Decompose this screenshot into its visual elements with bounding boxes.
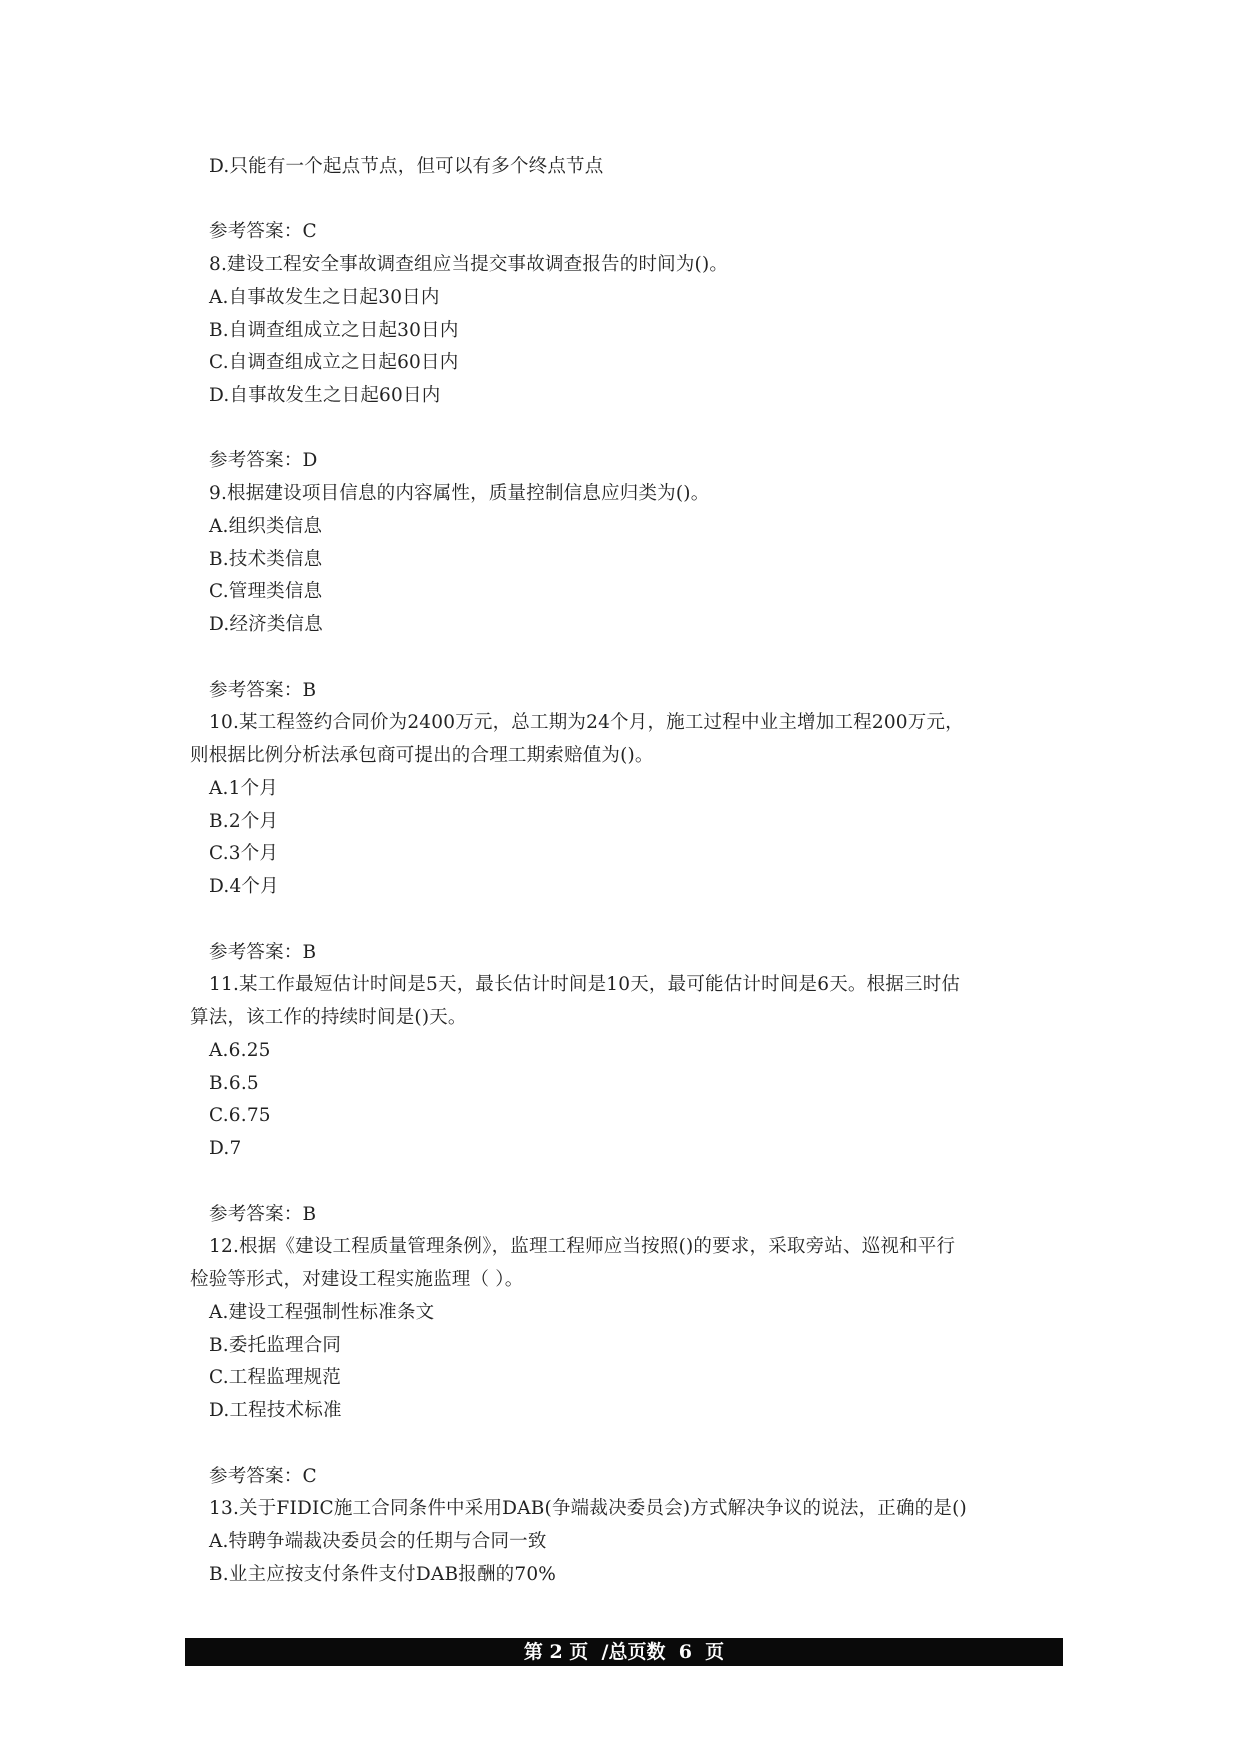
reference-answer: 参考答案：C bbox=[209, 1466, 317, 1487]
option-c: C.6.75 bbox=[209, 1105, 271, 1126]
option-a: A.1个月 bbox=[209, 778, 279, 799]
page-footer-bar bbox=[185, 1638, 1063, 1666]
reference-answer: 参考答案：D bbox=[209, 450, 318, 471]
option-d: D.4个月 bbox=[209, 876, 279, 897]
option-b: B.2个月 bbox=[209, 811, 279, 832]
option-d: D.7 bbox=[209, 1138, 242, 1159]
option-a: A.特聘争端裁决委员会的任期与合同一致 bbox=[209, 1531, 547, 1552]
option-b: B.自调查组成立之日起30日内 bbox=[209, 320, 459, 341]
option-a: A.6.25 bbox=[209, 1040, 271, 1061]
reference-answer: 参考答案：B bbox=[209, 1204, 317, 1225]
option-d: D.工程技术标准 bbox=[209, 1400, 342, 1421]
option-b: B.委托监理合同 bbox=[209, 1335, 342, 1356]
option-b: B.6.5 bbox=[209, 1073, 259, 1094]
option-c: C.管理类信息 bbox=[209, 581, 323, 602]
question-11-continued: 算法，该工作的持续时间是()天。 bbox=[190, 1007, 467, 1028]
option-a: A.组织类信息 bbox=[209, 516, 323, 537]
question-12: 12.根据《建设工程质量管理条例》，监理工程师应当按照()的要求，采取旁站、巡视和平行 bbox=[209, 1236, 956, 1257]
option-c: C.自调查组成立之日起60日内 bbox=[209, 352, 459, 373]
page-number-label: 第 2 页 /总页数 6 页 bbox=[523, 1641, 725, 1663]
question-11: 11.某工作最短估计时间是5天，最长估计时间是10天，最可能估计时间是6天。根据三时估 bbox=[209, 974, 961, 995]
option-a: A.建设工程强制性标准条文 bbox=[209, 1302, 435, 1323]
question-12-continued: 检验等形式，对建设工程实施监理（ ）。 bbox=[190, 1269, 524, 1290]
option-b: B.业主应按支付条件支付DAB报酬的70% bbox=[209, 1564, 557, 1585]
question-9: 9.根据建设项目信息的内容属性，质量控制信息应归类为()。 bbox=[209, 483, 710, 504]
option-d: D.只能有一个起点节点，但可以有多个终点节点 bbox=[209, 156, 604, 177]
option-d: D.自事故发生之日起60日内 bbox=[209, 385, 441, 406]
reference-answer: 参考答案：B bbox=[209, 942, 317, 963]
option-c: C.工程监理规范 bbox=[209, 1367, 341, 1388]
question-10: 10.某工程签约合同价为2400万元，总工期为24个月，施工过程中业主增加工程200万元， bbox=[209, 712, 964, 733]
option-d: D.经济类信息 bbox=[209, 614, 323, 635]
question-10-continued: 则根据比例分析法承包商可提出的合理工期索赔值为()。 bbox=[190, 745, 654, 766]
option-c: C.3个月 bbox=[209, 843, 279, 864]
reference-answer: 参考答案：C bbox=[209, 221, 317, 242]
question-8: 8.建设工程安全事故调查组应当提交事故调查报告的时间为()。 bbox=[209, 254, 729, 275]
reference-answer: 参考答案：B bbox=[209, 680, 317, 701]
option-b: B.技术类信息 bbox=[209, 549, 323, 570]
question-13: 13.关于FIDIC施工合同条件中采用DAB(争端裁决委员会)方式解决争议的说法，正确的是() bbox=[209, 1498, 967, 1519]
option-a: A.自事故发生之日起30日内 bbox=[209, 287, 440, 308]
